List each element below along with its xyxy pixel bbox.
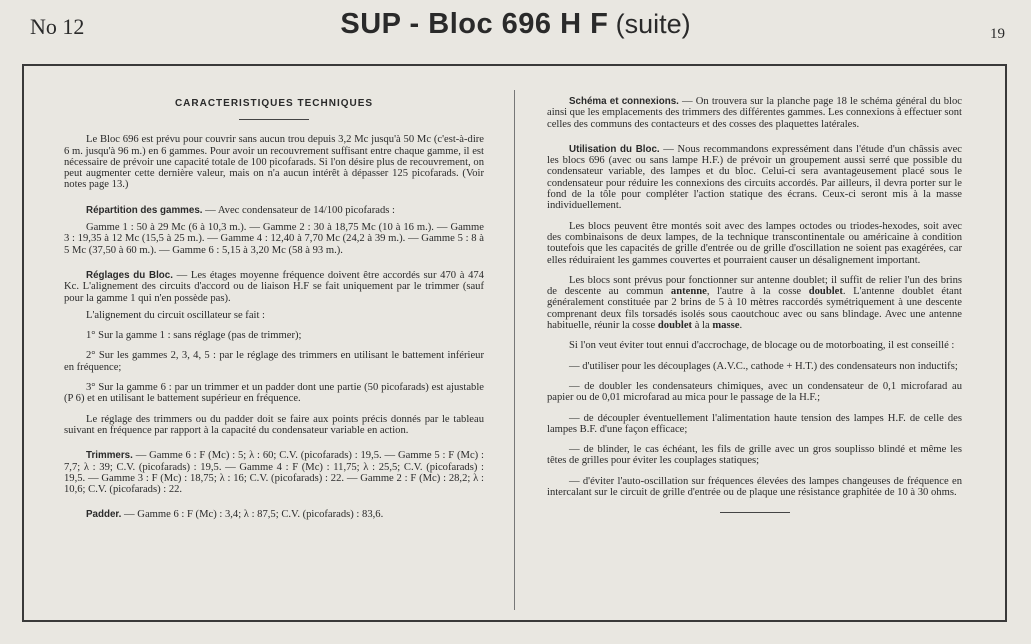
utilisation-heading: Utilisation du Bloc. (569, 143, 660, 155)
schema-heading: Schéma et connexions. (569, 96, 679, 107)
repartition-paragraph (64, 205, 484, 216)
page-title-main: SUP - Bloc 696 H F (340, 8, 609, 40)
gammes-paragraph: Gamme 1 : 50 à 29 Mc (6 à 10,3 m.). — Gamme 2 : 30 à 18,75 Mc (10 à 16 m.). — Gamme 3 : 19,35 à 12 Mc (15,5 à 25 m.). — Gamme 4 : 12,40 à 7,70 Mc (24,2 à 39 m.). — Gamme 5 : 8 à 5 Mc (37,50 à 60 m.). — Gamme 6 : 5,15 à 3,20 Mc (58 à 93 m.). (64, 222, 484, 256)
antenne-text-1: Les blocs sont prévus pour fonctionner sur antenne doublet; il suffit de relier l'un des brins de descente au commun (547, 274, 962, 298)
schema-paragraph (547, 96, 962, 130)
antenne-bold-3: doublet (657, 320, 693, 332)
column-divider (514, 90, 515, 610)
trimmers-adjust-paragraph: Le réglage des trimmers ou du padder doit se faire aux points précis donnés par le tableau suivant en fréquence par rapport à la capacité du condensateur variable en action. (64, 413, 484, 436)
advice-item-2: — de doubler les condensateurs chimiques, avec un condensateur de 0,1 microfarad au papier ou de 0,01 microfarad au mica pour le passage de la H.F.; (547, 380, 962, 404)
alignment-step-2: 2° Sur les gammes 2, 3, 4, 5 : par le réglage des trimmers en utilisant le battement inférieur en fréquence; (64, 350, 484, 373)
page-title (0, 8, 1031, 41)
repartition-heading: Répartition des gammes. (86, 204, 203, 216)
advice-item-5: — d'éviter l'auto-oscillation sur fréquences élevées des lampes changeuses de fréquence en intercalant sur le circuit de grille d'entrée ou de plaque une résistance graphitée de 10 à 30 ohms. (547, 475, 962, 499)
antenne-bold-4: masse (712, 320, 740, 332)
alignment-step-3: 3° Sur la gamme 6 : par un trimmer et un padder dont une partie (50 picofarads) est ajustable (P 6) et en utilisant le battement supérieur en fréquence. (64, 382, 484, 405)
padder-text: — Gamme 6 : F (Mc) : 3,4; λ : 87,5; C.V. (picofarads) : 83,6. (121, 509, 384, 521)
alignment-step-1: 1° Sur la gamme 1 : sans réglage (pas de trimmer); (86, 330, 302, 342)
padder-heading: Padder. (86, 509, 122, 521)
padder-paragraph (64, 509, 484, 520)
repartition-text: — Avec condensateur de 14/100 picofarads : (202, 204, 396, 216)
trimmers-text: — Gamme 6 : F (Mc) : 5; λ : 60; C.V. (picofarads) : 19,5. — Gamme 5 : F (Mc) : 7,7; λ : 39; C.V. (picofarads) : 19,5. — Gamme 4 : F (Mc) : 11,75; λ : 25,5; C.V. (picofarads) : 19,5. — Gamme 3 : F (Mc) : 18,75; λ : 16; C.V. (picofarads) : 22. — Gamme 2 : F (Mc) : 28,2; λ : 10,6; C.V. (picofarads) : 22. (64, 450, 484, 496)
trimmers-paragraph (64, 450, 484, 495)
reglages-paragraph (64, 270, 484, 304)
antenne-paragraph (547, 275, 962, 331)
antenne-text-5: . (739, 320, 743, 332)
reglages-text: — Les étages moyenne fréquence doivent être accordés sur 470 à 474 Kc. L'alignement des circuits d'accord ou de liaison H.F se fait uniquement par le trimmer (sauf pour la gamme 1 qui n'en possède pas). (64, 269, 484, 304)
eviter-paragraph: Si l'on veut éviter tout ennui d'accrochage, de blocage ou de motorboating, il est conseillé : (569, 340, 955, 352)
advice-item-4: — de blinder, le cas échéant, les fils de grille avec un gros souplisso blindé et même les têtes de grilles pour éviter les couplages statiques; (547, 444, 962, 467)
issue-number: No 12 (30, 14, 85, 39)
utilisation-paragraph (547, 144, 962, 212)
end-rule (720, 512, 790, 513)
reglages-heading: Réglages du Bloc. (86, 269, 173, 281)
antenne-bold-2: doublet (808, 286, 843, 298)
advice-item-1: — d'utiliser pour les découplages (A.V.C., cathode + H.T.) des condensateurs non inductifs; (569, 360, 958, 372)
antenne-text-3: . L'antenne doublet étant généralement constituée par 2 brins de 5 à 10 mètres raccordés symétriquement à une descente comprenant deux fils torsadés isolés sous caoutchouc avec ou sans blindage. Avec une antenne habituelle, réunir la cosse (547, 286, 962, 332)
utilisation-text: — Nous recommandons expressément dans l'étude d'un châssis avec les blocs 696 (avec ou sans lampe H.F.) de prévoir un groupement aussi serré que possible du condensateur variable, des lampes et du bloc. Celui-ci sera avantageusement placé sous le condensateur pour réduire les connexions des circuits accordés. Par ailleurs, il devra porter sur le fond de la tôle pour compléter l'action statique des écrans. Ceux-ci seront mis à la masse individuellement. (547, 143, 963, 212)
page-number: 19 (990, 26, 1005, 42)
section-title: CARACTERISTIQUES TECHNIQUES (174, 98, 374, 109)
page-title-suffix: (suite) (615, 9, 691, 39)
schema-text: — On trouvera sur la planche page 18 le schéma général du bloc ainsi que les emplacements des trimmers des différentes gammes. Les connexions à effectuer sont celles des communs des contacteurs et des cosses des plaquettes latérales. (547, 96, 963, 130)
advice-item-3: — de découpler éventuellement l'alimentation haute tension des lampes H.F. de celle des lampes B.F. d'une façon efficace; (547, 412, 962, 435)
trimmers-heading: Trimmers. (86, 450, 133, 462)
title-rule (239, 119, 309, 120)
lampes-paragraph: Les blocs peuvent être montés soit avec des lampes octodes ou triodes-hexodes, soit avec des combinaisons de deux lampes, de la technique transcontinentale ou américaine à condition toutefois que les capacités de grille d'entrée ou de grille d'oscillation ne soient pas exagérées, car elles réduiraient les gammes couvertes et pourraient causer un désalignement important. (547, 220, 962, 266)
antenne-text-4: à la (692, 320, 713, 332)
alignment-intro: L'alignement du circuit oscillateur se fait : (86, 309, 265, 321)
intro-paragraph: Le Bloc 696 est prévu pour couvrir sans aucun trou depuis 3,2 Mc jusqu'à 50 Mc (c'est-à-dire 6 m. jusqu'à 96 m.) en 6 gammes. Pour avoir un recouvrement suffisant entre chaque gamme, il est nécessaire de prévoir une capacité totale de 100 picofarads. Si l'on désire plus de recouvrement, on peut augmenter cette dernière valeur, mais on n'a aucun intérêt à dépasser 125 picofarads. (Voir notes page 13.) (64, 134, 484, 191)
left-column (64, 92, 484, 521)
right-column (547, 96, 962, 513)
antenne-text-2: , l'autre à la cosse (706, 286, 809, 298)
antenne-bold-1: antenne (670, 286, 707, 298)
